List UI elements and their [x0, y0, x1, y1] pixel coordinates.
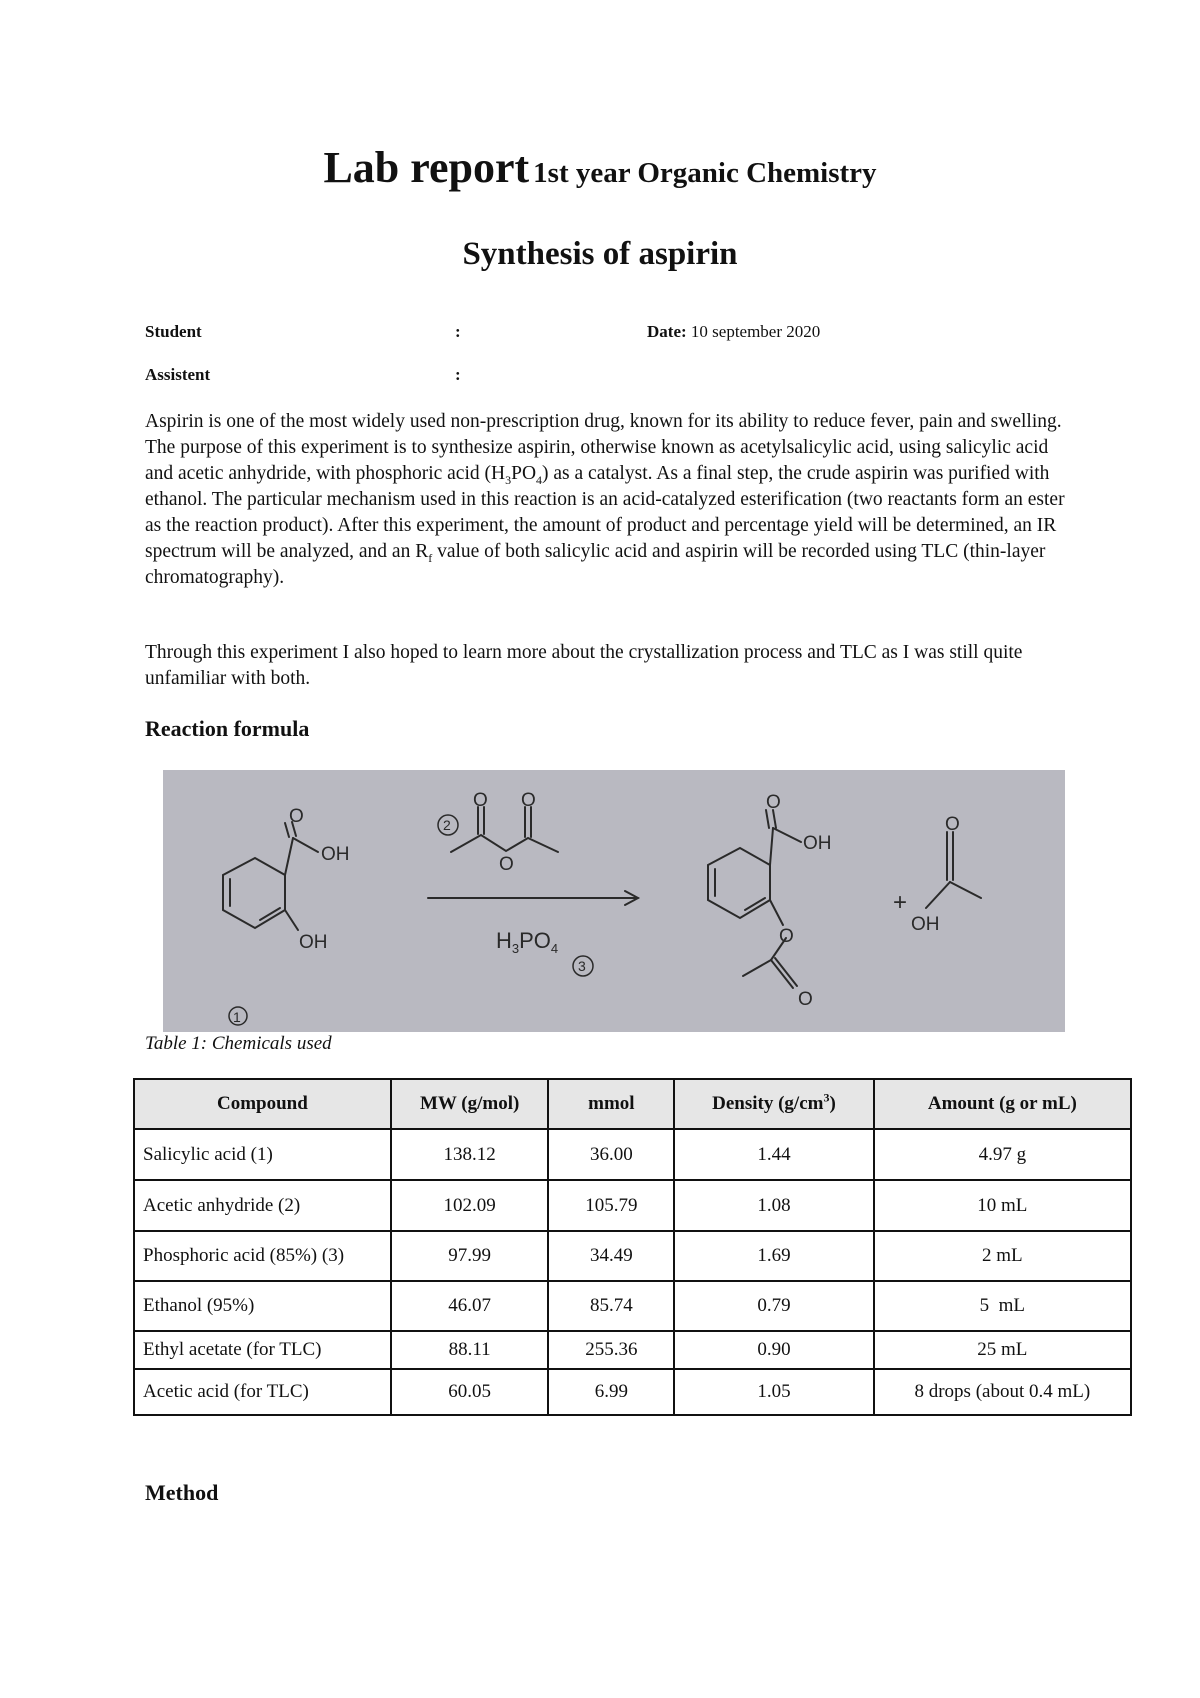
chemicals-table [133, 1078, 1132, 1416]
sal-hydroxyl-oh: OH [299, 932, 328, 953]
sal-carboxyl-oh: OH [321, 844, 350, 865]
assistent-label: Assistent [145, 365, 211, 384]
asp-acetyl-o: O [798, 989, 813, 1010]
intro-text-a: Aspirin is one of the most widely used non-prescription drug, known for its ability to reduce fever, pain and swelling. The purpose of this experiment is to synthesize aspirin, otherwise known as acetylsalicylic acid, using salicylic acid and acetic anhydride, with phosphoric acid (H [145, 411, 1062, 484]
label-number-3: 3 [578, 958, 586, 974]
intro-sub-3: 3 [505, 472, 512, 487]
cell-mw: 97.99 [391, 1231, 549, 1281]
asp-carboxyl-oh: OH [803, 833, 832, 854]
table-row [134, 1369, 1131, 1415]
date-value: 10 september 2020 [690, 322, 821, 341]
header-density-close: ) [829, 1093, 836, 1114]
title-sub: 1st year Organic Chemistry [533, 157, 877, 189]
cell-amount: 2 mL [874, 1231, 1131, 1281]
table-row [134, 1231, 1131, 1281]
cell-mmol: 34.49 [548, 1231, 674, 1281]
table-row [134, 1331, 1131, 1369]
cell-mmol: 6.99 [548, 1369, 674, 1415]
sal-carbonyl-o: O [289, 806, 304, 827]
cell-mmol: 36.00 [548, 1129, 674, 1180]
anh-o-left: O [473, 790, 488, 811]
table-header-row [134, 1079, 1131, 1129]
cell-amount: 10 mL [874, 1180, 1131, 1231]
cell-compound: Ethanol (95%) [134, 1281, 391, 1331]
student-label: Student [145, 322, 202, 341]
cell-compound: Acetic anhydride (2) [134, 1180, 391, 1231]
intro-text-b: PO [511, 463, 537, 484]
salicylic-acid-structure [223, 822, 318, 1025]
intro-sub-f: f [428, 550, 433, 565]
cell-mmol: 105.79 [548, 1180, 674, 1231]
intro-paragraph [145, 409, 1065, 591]
header-mw: MW (g/mol) [391, 1079, 549, 1129]
cell-mmol: 255.36 [548, 1331, 674, 1369]
catalyst-h: H [496, 928, 512, 953]
header-density [674, 1079, 873, 1129]
aspirin-structure [708, 810, 801, 988]
cell-density: 0.79 [674, 1281, 873, 1331]
cell-amount: 25 mL [874, 1331, 1131, 1369]
header-amount: Amount (g or mL) [874, 1079, 1131, 1129]
catalyst-sub-3: 3 [511, 941, 520, 956]
reaction-heading: Reaction formula [145, 716, 310, 741]
date-label: Date: [647, 322, 687, 341]
table-row [134, 1180, 1131, 1231]
label-number-1: 1 [233, 1009, 241, 1025]
motivation-paragraph: Through this experiment I also hoped to learn more about the crystallization process and TLC as I was still quite unfamiliar with both. [145, 642, 1023, 689]
anh-bridge-o: O [499, 854, 514, 875]
cell-density: 1.69 [674, 1231, 873, 1281]
student-colon: : [455, 322, 461, 341]
cell-mw: 46.07 [391, 1281, 549, 1331]
report-subtitle: Synthesis of aspirin [462, 236, 738, 272]
reaction-scheme [163, 770, 1065, 1032]
table-row [134, 1281, 1131, 1331]
method-heading: Method [145, 1480, 219, 1505]
cell-density: 1.08 [674, 1180, 873, 1231]
catalyst-sub-4: 4 [550, 941, 559, 956]
cell-mw: 138.12 [391, 1129, 549, 1180]
cell-density: 1.44 [674, 1129, 873, 1180]
intro-text-c: ) as a catalyst. As a final step, the crude aspirin was purified with ethanol. The particular mechanism used in this reaction is an acid-catalyzed esterification (two reactants form an ester as the reaction product). After this experiment, the amount of product and percentage yield will be determined, an IR spectrum will be analyzed, and an R [145, 463, 1065, 562]
header-density-sup: 3 [823, 1090, 830, 1105]
reaction-image [163, 770, 1065, 1032]
cell-compound: Salicylic acid (1) [134, 1129, 391, 1180]
label-number-2: 2 [443, 817, 451, 833]
intro-text-d: value of both salicylic acid and aspirin will be recorded using TLC (thin-layer chromatography). [145, 541, 1046, 588]
cell-mw: 102.09 [391, 1180, 549, 1231]
title-main: Lab report [323, 143, 530, 192]
cell-compound: Ethyl acetate (for TLC) [134, 1331, 391, 1369]
acetic-acid-o: O [945, 814, 960, 835]
anh-o-right: O [521, 790, 536, 811]
plus-sign: + [893, 889, 908, 916]
acetic-acid-oh: OH [911, 914, 940, 935]
cell-amount: 8 drops (about 0.4 mL) [874, 1369, 1131, 1415]
cell-density: 1.05 [674, 1369, 873, 1415]
table-caption: Table 1: Chemicals used [145, 1033, 332, 1054]
header-compound: Compound [134, 1079, 391, 1129]
header-mmol: mmol [548, 1079, 674, 1129]
cell-mw: 60.05 [391, 1369, 549, 1415]
acetic-acid-structure [926, 832, 981, 908]
cell-mmol: 85.74 [548, 1281, 674, 1331]
cell-compound: Phosphoric acid (85%) (3) [134, 1231, 391, 1281]
table-row [134, 1129, 1131, 1180]
cell-amount: 4.97 g [874, 1129, 1131, 1180]
cell-mw: 88.11 [391, 1331, 549, 1369]
intro-sub-4: 4 [536, 472, 543, 487]
asp-carbonyl-o: O [766, 792, 781, 813]
asp-ester-o: O [779, 926, 794, 947]
cell-compound: Acetic acid (for TLC) [134, 1369, 391, 1415]
report-title [0, 143, 1200, 192]
date-field [647, 323, 820, 340]
cell-density: 0.90 [674, 1331, 873, 1369]
catalyst-po: PO [519, 928, 551, 953]
assistent-colon: : [455, 365, 461, 384]
cell-amount: 5 mL [874, 1281, 1131, 1331]
header-density-text: Density (g/cm [712, 1093, 824, 1114]
catalyst-label [496, 928, 558, 956]
